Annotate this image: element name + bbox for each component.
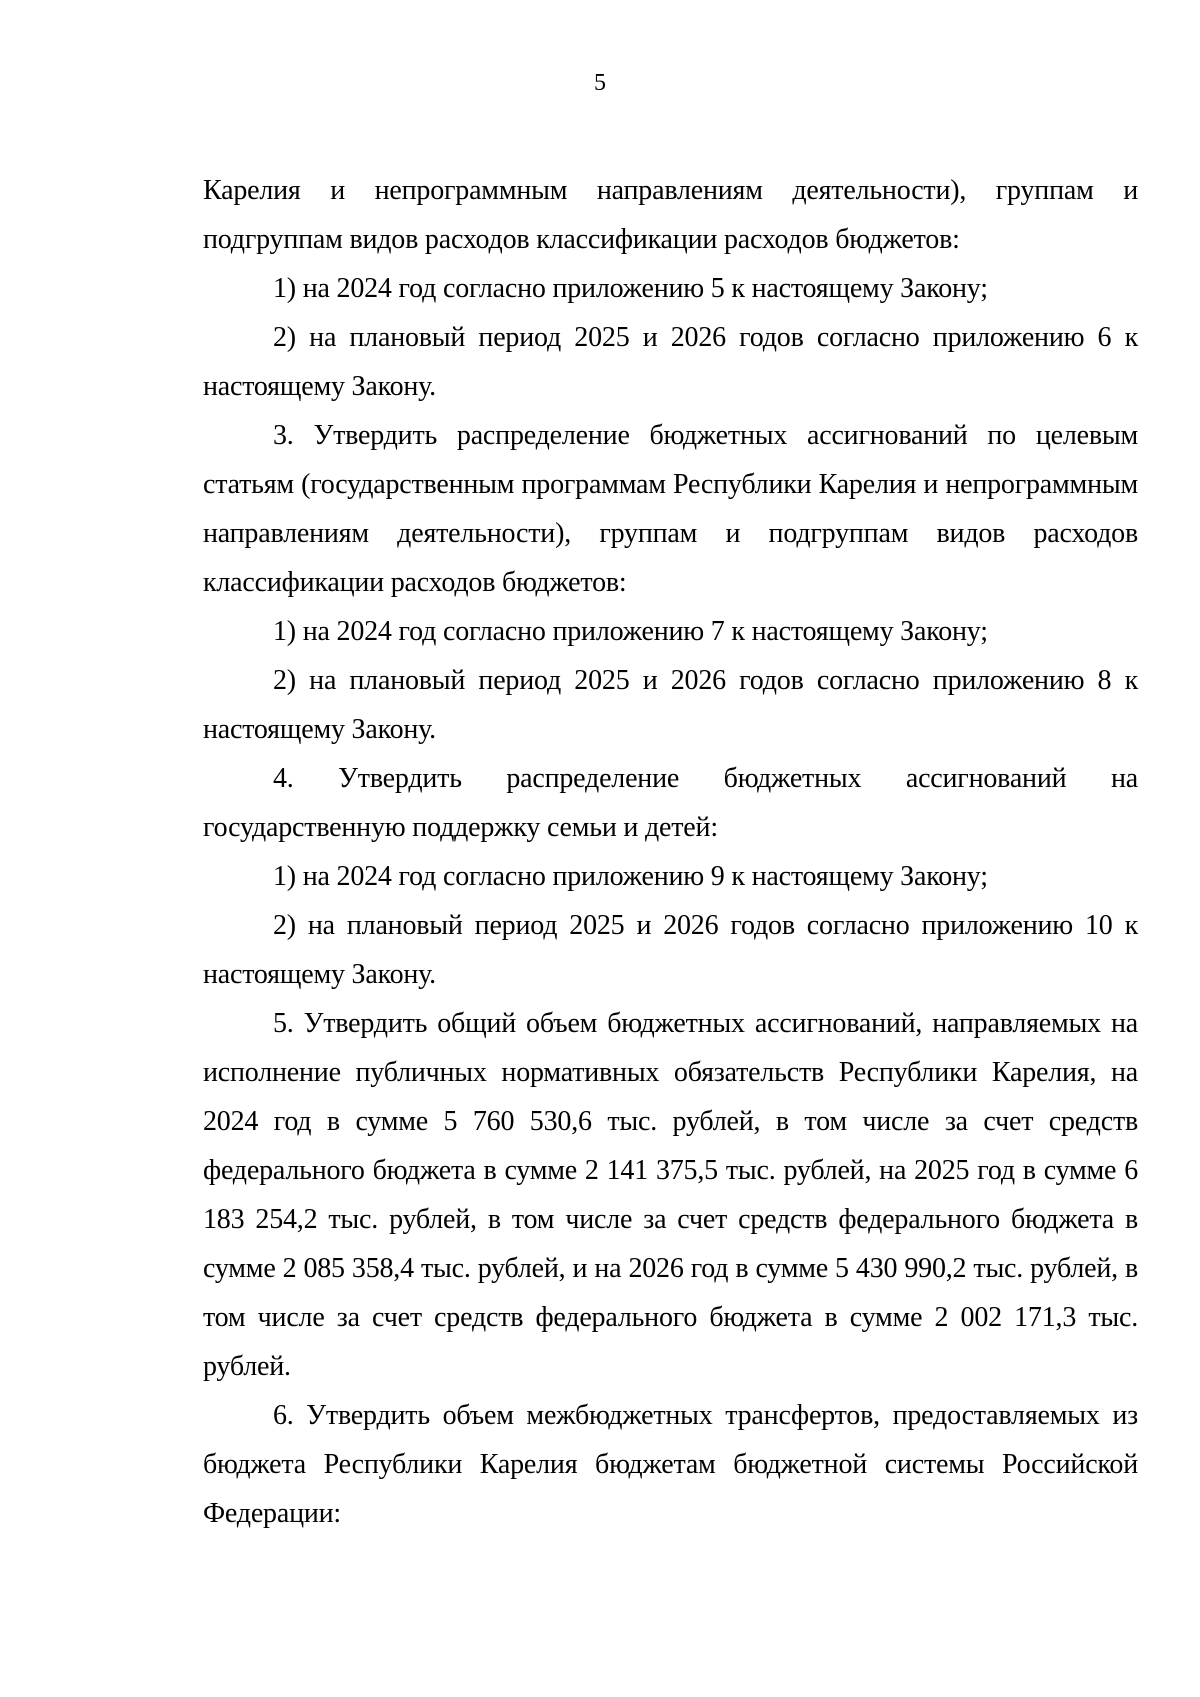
paragraph-clause-3-item-1: 1) на 2024 год согласно приложению 7 к настоящему Закону; [273,616,988,647]
paragraph-clause-6: 6. Утвердить объем межбюджетных трансфертов, предоставляемых из бюджета Республики Карелия бюджетам бюджетной системы Российской Федерации: [203,1400,1138,1529]
paragraph-continuation: Карелия и непрограммным направлениям деятельности), группам и подгруппам видов расходов классификации расходов бюджетов: [203,175,1138,255]
paragraph-clause-3-item-2: 2) на плановый период 2025 и 2026 годов согласно приложению 8 к настоящему Закону. [203,665,1138,745]
paragraph-item-1-2024: 1) на 2024 год согласно приложению 5 к настоящему Закону; [273,273,988,304]
paragraph-clause-4-item-2: 2) на плановый период 2025 и 2026 годов согласно приложению 10 к настоящему Закону. [203,910,1138,990]
paragraph-clause-3: 3. Утвердить распределение бюджетных ассигнований по целевым статьям (государственным программам Республики Карелия и непрограммным направлениям деятельности), группам и подгруппам видов расходов классификации расходов бюджетов: [203,420,1138,598]
paragraph-item-2-planned-period: 2) на плановый период 2025 и 2026 годов согласно приложению 6 к настоящему Закону. [203,322,1138,402]
document-body [203,166,1138,1538]
paragraph-clause-4-item-1: 1) на 2024 год согласно приложению 9 к настоящему Закону; [273,861,988,892]
paragraph-clause-4: 4. Утвердить распределение бюджетных ассигнований на государственную поддержку семьи и детей: [203,763,1138,843]
page-number: 5 [594,70,606,96]
paragraph-clause-5: 5. Утвердить общий объем бюджетных ассигнований, направляемых на исполнение публичных нормативных обязательств Республики Карелия, на 2024 год в сумме 5 760 530,6 тыс. рублей, в том числе за счет средств федерального бюджета в сумме 2 141 375,5 тыс. рублей, на 2025 год в сумме 6 183 254,2 тыс. рублей, в том числе за счет средств федерального бюджета в сумме 2 085 358,4 тыс. рублей, и на 2026 год в сумме 5 430 990,2 тыс. рублей, в том числе за счет средств федерального бюджета в сумме 2 002 171,3 тыс. рублей. [203,1008,1138,1382]
